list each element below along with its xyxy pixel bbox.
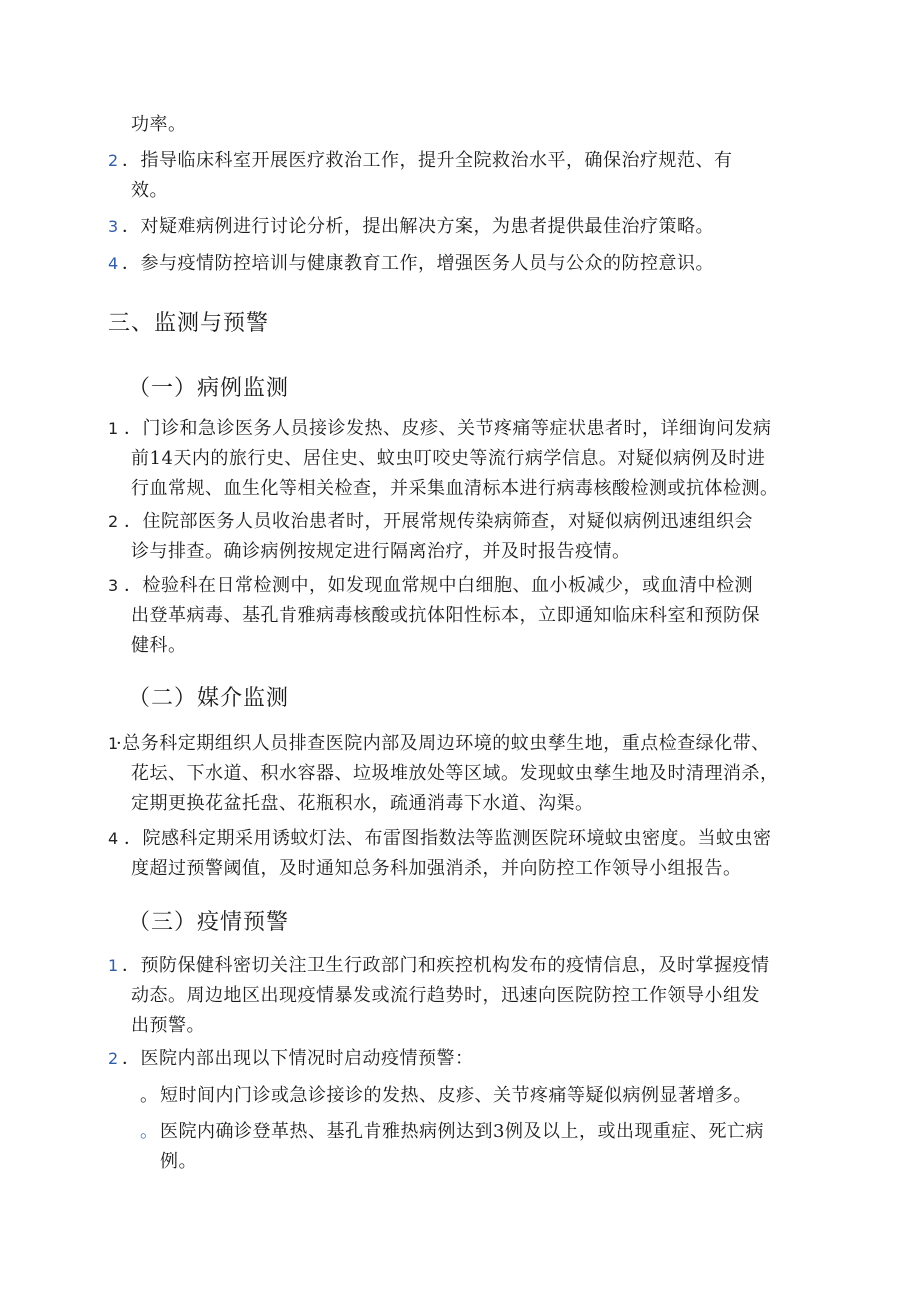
bullet-mark: 。 [140,1085,158,1106]
bullet-text-line: 医院内确诊登革热、基孔肯雅热病例达到3例及以上，或出现重症、死亡病 [160,1121,764,1142]
section-heading: 三、监测与预警 [108,311,270,336]
list-number: 1 [108,734,119,753]
list-text-line: 健科。 [131,635,187,656]
list-text-line: 花坛、下水道、积水容器、垃圾堆放处等区域。发现蚊虫孳生地及时清理消杀， [131,763,779,784]
list-number: 2 [108,512,119,531]
list-number: 3 [108,576,119,595]
list-text-line: ．门诊和急诊医务人员接诊发热、皮疹、关节疼痛等症状患者时，详细询问发病 [124,418,772,439]
list-text-line: ．对疑难病例进行讨论分析，提出解决方案，为患者提供最佳治疗策略。 [122,216,714,237]
subsection-heading: （三）疫情预警 [128,910,290,935]
bullet-mark: 。 [140,1121,158,1142]
list-number: 2 [108,151,119,170]
list-text-line: ．医院内部出现以下情况时启动疫情预警： [122,1048,474,1069]
list-number: 4 [108,829,119,848]
list-text-line: 前14天内的旅行史、居住史、蚊虫叮咬史等流行病学信息。对疑似病例及时进 [131,448,766,469]
subsection-heading: （二）媒介监测 [128,686,290,711]
list-text-line: ．预防保健科密切关注卫生行政部门和疾控机构发布的疫情信息，及时掌握疫情 [122,955,770,976]
list-number: 3 [108,217,119,236]
list-text-line: ．院感科定期采用诱蚊灯法、布雷图指数法等监测医院环境蚊虫密度。当蚊虫密 [124,828,772,849]
list-number: 2 [108,1049,119,1068]
bullet-text-line: 例。 [160,1151,197,1172]
list-text-line: 诊与排查。确诊病例按规定进行隔离治疗，并及时报告疫情。 [131,541,631,562]
subsection-heading: （一）病例监测 [128,376,290,401]
list-text-line: 行血常规、血生化等相关检查，并采集血清标本进行病毒核酸检测或抗体检测。 [131,478,779,499]
list-number: 4 [108,254,119,273]
list-text-line: ．参与疫情防控培训与健康教育工作，增强医务人员与公众的防控意识。 [122,253,714,274]
list-text-line: 效。 [131,180,168,201]
list-text-line: 度超过预警阈值，及时通知总务科加强消杀，并向防控工作领导小组报告。 [131,858,742,879]
list-text-line: 定期更换花盆托盘、花瓶积水，疏通消毒下水道、沟渠。 [131,793,594,814]
list-text-line: ．检验科在日常检测中，如发现血常规中白细胞、血小板减少，或血清中检测 [124,575,753,596]
bullet-text-line: 短时间内门诊或急诊接诊的发热、皮疹、关节疼痛等疑似病例显著增多。 [160,1085,752,1106]
list-text-line: 出登革病毒、基孔肯雅病毒核酸或抗体阳性标本，立即通知临床科室和预防保 [131,605,760,626]
list-number: 1 [108,419,119,438]
list-text-line: ．指导临床科室开展医疗救治工作，提升全院救治水平，确保治疗规范、有 [122,150,733,171]
paragraph-continuation: 功率。 [131,114,187,135]
list-text-line: ·总务科定期组织人员排查医院内部及周边环境的蚊虫孳生地，重点检查绿化带、 [116,733,770,754]
list-text-line: 动态。周边地区出现疫情暴发或流行趋势时，迅速向医院防控工作领导小组发 [131,985,760,1006]
list-text-line: 出预警。 [131,1015,205,1036]
list-number: 1 [108,956,119,975]
list-text-line: ．住院部医务人员收治患者时，开展常规传染病筛查，对疑似病例迅速组织会 [124,511,753,532]
